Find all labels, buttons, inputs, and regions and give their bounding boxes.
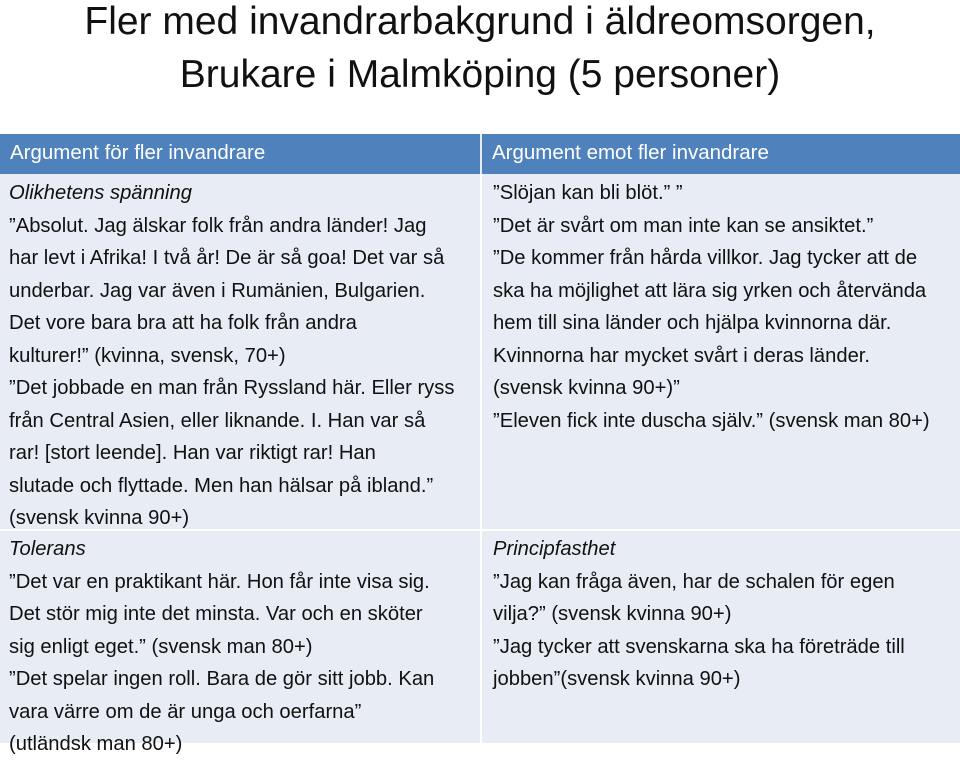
quote-line: ska ha möjlighet att lära sig yrken och återvända [493, 279, 927, 302]
quote-line: vara värre om de är unga och oerfarna” [9, 700, 362, 723]
quote-line: ”De kommer från hårda villkor. Jag tycker att de [493, 247, 918, 269]
header-arguments-against-label: Argument emot fler invandrare [492, 141, 769, 164]
quote-line: jobben”(svensk kvinna 90+) [493, 668, 741, 690]
quote-line: slutade och flyttade. Men han hälsar på ibland.” [9, 474, 434, 497]
quote-line: vilja?” (svensk kvinna 90+) [493, 603, 732, 625]
quote-line: ”Jag tycker att svenskarna ska ha företräde till [493, 635, 905, 658]
argument-table [0, 134, 960, 755]
quote-line: ”Det var en praktikant här. Hon får inte visa sig. [9, 570, 430, 593]
quote-line: ”Det spelar ingen roll. Bara de gör sitt jobb. Kan [9, 668, 435, 690]
column-divider [480, 174, 482, 743]
quote-line: underbar. Jag var även i Rumänien, Bulgarien. [9, 279, 426, 302]
quote-line: ”Jag kan fråga även, har de schalen för egen [493, 570, 895, 593]
quote-line: rar! [stort leende]. Han var riktigt rar! Han [9, 442, 376, 464]
quote-line: ”Eleven fick inte duscha själv.” (svensk man 80+) [493, 409, 930, 432]
quote-line: ”Det jobbade en man från Ryssland här. Eller ryss [9, 377, 455, 399]
cell-against-quotes [493, 177, 930, 437]
quote-line: Kvinnorna har mycket svårt i deras länder. [493, 344, 871, 367]
cell-heading: Principfasthet [493, 538, 616, 560]
quote-line: kulturer!” (kvinna, svensk, 70+) [9, 344, 286, 367]
cell-against-principfasthet [493, 533, 905, 696]
quote-line: ”Absolut. Jag älskar folk från andra länder! Jag [9, 214, 427, 237]
cell-heading: Tolerans [9, 538, 86, 560]
quote-line: ”Det är svårt om man inte kan se ansiktet.” [493, 214, 874, 237]
quote-line: har levt i Afrika! I två år! De är så goa! Det var så [9, 247, 445, 269]
slide-title [0, 0, 960, 124]
quote-line: Det stör mig inte det minsta. Var och en sköter [9, 603, 423, 625]
header-arguments-for-label: Argument för fler invandrare [10, 141, 266, 164]
slide-title-line-1: Fler med invandrarbakgrund i äldreomsorgen, [84, 0, 876, 43]
cell-for-olikhetens-spanning [9, 177, 454, 535]
quote-line: Det vore bara bra att ha folk från andra [9, 312, 357, 334]
quote-line: (svensk kvinna 90+) [9, 507, 190, 529]
quote-line: (svensk kvinna 90+)” [493, 377, 680, 399]
header-arguments-for [0, 134, 480, 174]
quote-line: sig enligt eget.” (svensk man 80+) [9, 635, 313, 658]
cell-heading: Olikhetens spänning [9, 182, 192, 204]
quote-line: ”Slöjan kan bli blöt.” ” [493, 182, 683, 204]
quote-line: (utländsk man 80+) [9, 733, 183, 755]
header-arguments-against [482, 134, 960, 174]
quote-line: hem till sina länder och hjälpa kvinnorna där. [493, 312, 892, 334]
slide-title-line-2: Brukare i Malmköping (5 personer) [179, 53, 781, 96]
quote-line: från Central Asien, eller liknande. I. Han var så [9, 409, 426, 432]
cell-for-tolerans [9, 533, 434, 761]
